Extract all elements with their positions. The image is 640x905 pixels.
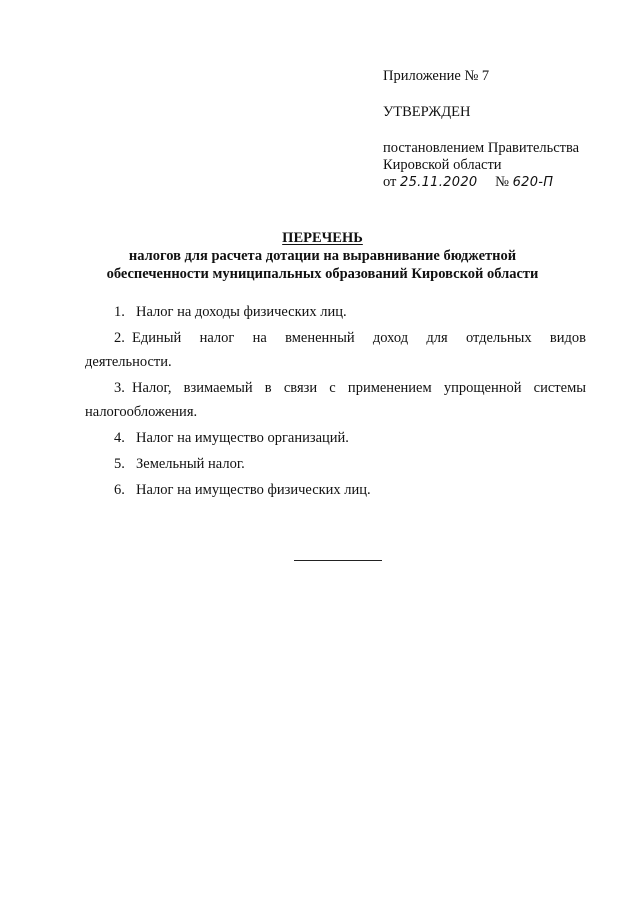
approval-date-line <box>383 174 623 191</box>
end-divider <box>294 560 382 561</box>
tax-list <box>85 304 586 508</box>
item-number: 1. <box>114 304 125 320</box>
item-text: Земельный налог. <box>136 456 245 472</box>
number-prefix: № <box>495 174 509 190</box>
document-title <box>60 229 585 283</box>
item-number: 5. <box>114 456 125 472</box>
item-number: 2. <box>114 330 125 346</box>
approval-line-2: Кировской области <box>383 157 502 173</box>
title-line-2: обеспеченности муниципальных образований Кировской области <box>106 266 539 282</box>
approval-block <box>383 68 623 191</box>
approval-line-1: постановлением Правительства <box>383 140 580 156</box>
item-continuation: налогообложения. <box>85 404 198 420</box>
item-number: 6. <box>114 482 125 498</box>
appendix-label: Приложение № 7 <box>383 68 490 84</box>
date-prefix: от <box>383 174 397 190</box>
item-number: 4. <box>114 430 125 446</box>
item-text: Налог, взимаемый в связи с применением упрощенной системы <box>132 380 586 396</box>
list-item <box>114 430 586 447</box>
approved-label: УТВЕРЖДЕН <box>383 104 471 120</box>
list-item <box>114 304 586 321</box>
list-item <box>85 330 586 371</box>
handwritten-date: 25.11.2020 <box>400 175 478 190</box>
list-item <box>85 380 586 421</box>
list-item <box>114 456 586 473</box>
item-text: Единый налог на вмененный доход для отдельных видов <box>132 330 586 346</box>
item-number: 3. <box>114 380 125 396</box>
item-text: Налог на имущество физических лиц. <box>136 482 371 498</box>
title-line-1: налогов для расчета дотации на выравнивание бюджетной <box>128 248 517 264</box>
list-item <box>114 482 586 499</box>
item-text: Налог на доходы физических лиц. <box>136 304 347 320</box>
title-heading: ПЕРЕЧЕНЬ <box>282 230 363 246</box>
item-text: Налог на имущество организаций. <box>136 430 349 446</box>
handwritten-number: 620-П <box>512 175 554 190</box>
item-continuation: деятельности. <box>85 354 172 370</box>
